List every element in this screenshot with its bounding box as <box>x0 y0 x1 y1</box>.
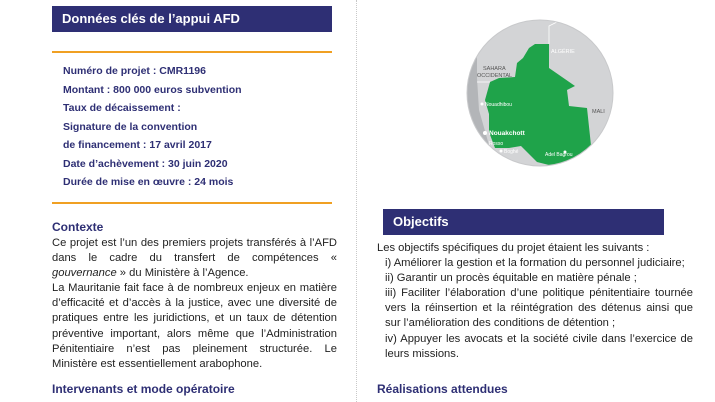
fact-disbursement-rate: Taux de décaissement : <box>63 102 181 114</box>
label-nouadhibou: Nouadhibou <box>485 102 512 108</box>
contexte-paragraph-2: La Mauritanie fait face à de nombreux enjeux en matière d’efficacité et d’accès à la justice, avec une diversité de pratiques entre les juridictions, et un taux de détention préventive important, alors même que l’Administration Pénitentiaire n’est pas pleinement structurée. Le Ministère est essentiellement arabophone. <box>52 282 337 370</box>
label-rosso: Rosso <box>489 141 504 147</box>
map-svg <box>465 18 615 168</box>
fact-signature-line1: Signature de la convention <box>63 120 198 133</box>
orange-rule-bottom <box>52 202 332 204</box>
objectif-item-1: i) Améliorer la gestion et la formation du personnel judiciaire; <box>385 257 685 270</box>
objectif-item-4: iv) Appuyer les avocats et la société civile dans l’exercice de leurs missions. <box>385 332 693 360</box>
fact-completion-date: Date d’achèvement : 30 juin 2020 <box>63 157 228 170</box>
column-divider <box>356 0 357 402</box>
key-data-header: Données clés de l’appui AFD <box>52 6 332 32</box>
intervenants-title: Intervenants et mode opératoire <box>52 382 235 396</box>
fact-duration: Durée de mise en œuvre : 24 mois <box>63 176 234 188</box>
label-occidental: OCCIDENTAL <box>477 73 513 79</box>
objectifs-header: Objectifs <box>383 209 664 235</box>
mauritania-map <box>465 18 615 168</box>
label-mali: MALI <box>592 109 605 115</box>
fact-project-number: Numéro de projet : CMR1196 <box>63 65 206 77</box>
objectifs-text <box>377 241 693 362</box>
realisations-title: Réalisations attendues <box>377 382 508 396</box>
objectif-item-2: ii) Garantir un procès équitable en matière pénale ; <box>385 272 637 285</box>
orange-rule-top <box>52 51 332 53</box>
label-nouakchott: Nouakchott <box>489 130 525 137</box>
label-boghe: Boghé <box>504 149 519 155</box>
fact-signature-date: de financement : 17 avril 2017 <box>63 139 212 151</box>
key-data-list <box>63 62 333 192</box>
objectif-item-3: iii) Faciliter l’élaboration d’une politique pénitentiaire tournée vers la réinsertion et la réintégration des détenus ainsi que sur l’amélioration des conditions de détention ; <box>385 287 693 330</box>
label-adel-bagrou: Adel Bagrou <box>545 152 573 158</box>
label-algerie: ALGÉRIE <box>551 49 575 55</box>
contexte-text <box>52 236 337 372</box>
contexte-title: Contexte <box>52 220 104 234</box>
city-dot-boghe <box>500 150 503 153</box>
city-dot-nouadhibou <box>481 103 484 106</box>
contexte-paragraph-1: Ce projet est l’un des premiers projets transférés à l’AFD dans le cadre du transfert de compétences « gouvernance » du Ministère à l’Agence. <box>52 237 337 280</box>
label-sahara: SAHARA <box>483 66 506 72</box>
fact-amount: Montant : 800 000 euros subvention <box>63 83 242 96</box>
objectifs-intro: Les objectifs spécifiques du projet étaient les suivants : <box>377 242 650 254</box>
city-dot-nouakchott <box>483 131 487 135</box>
